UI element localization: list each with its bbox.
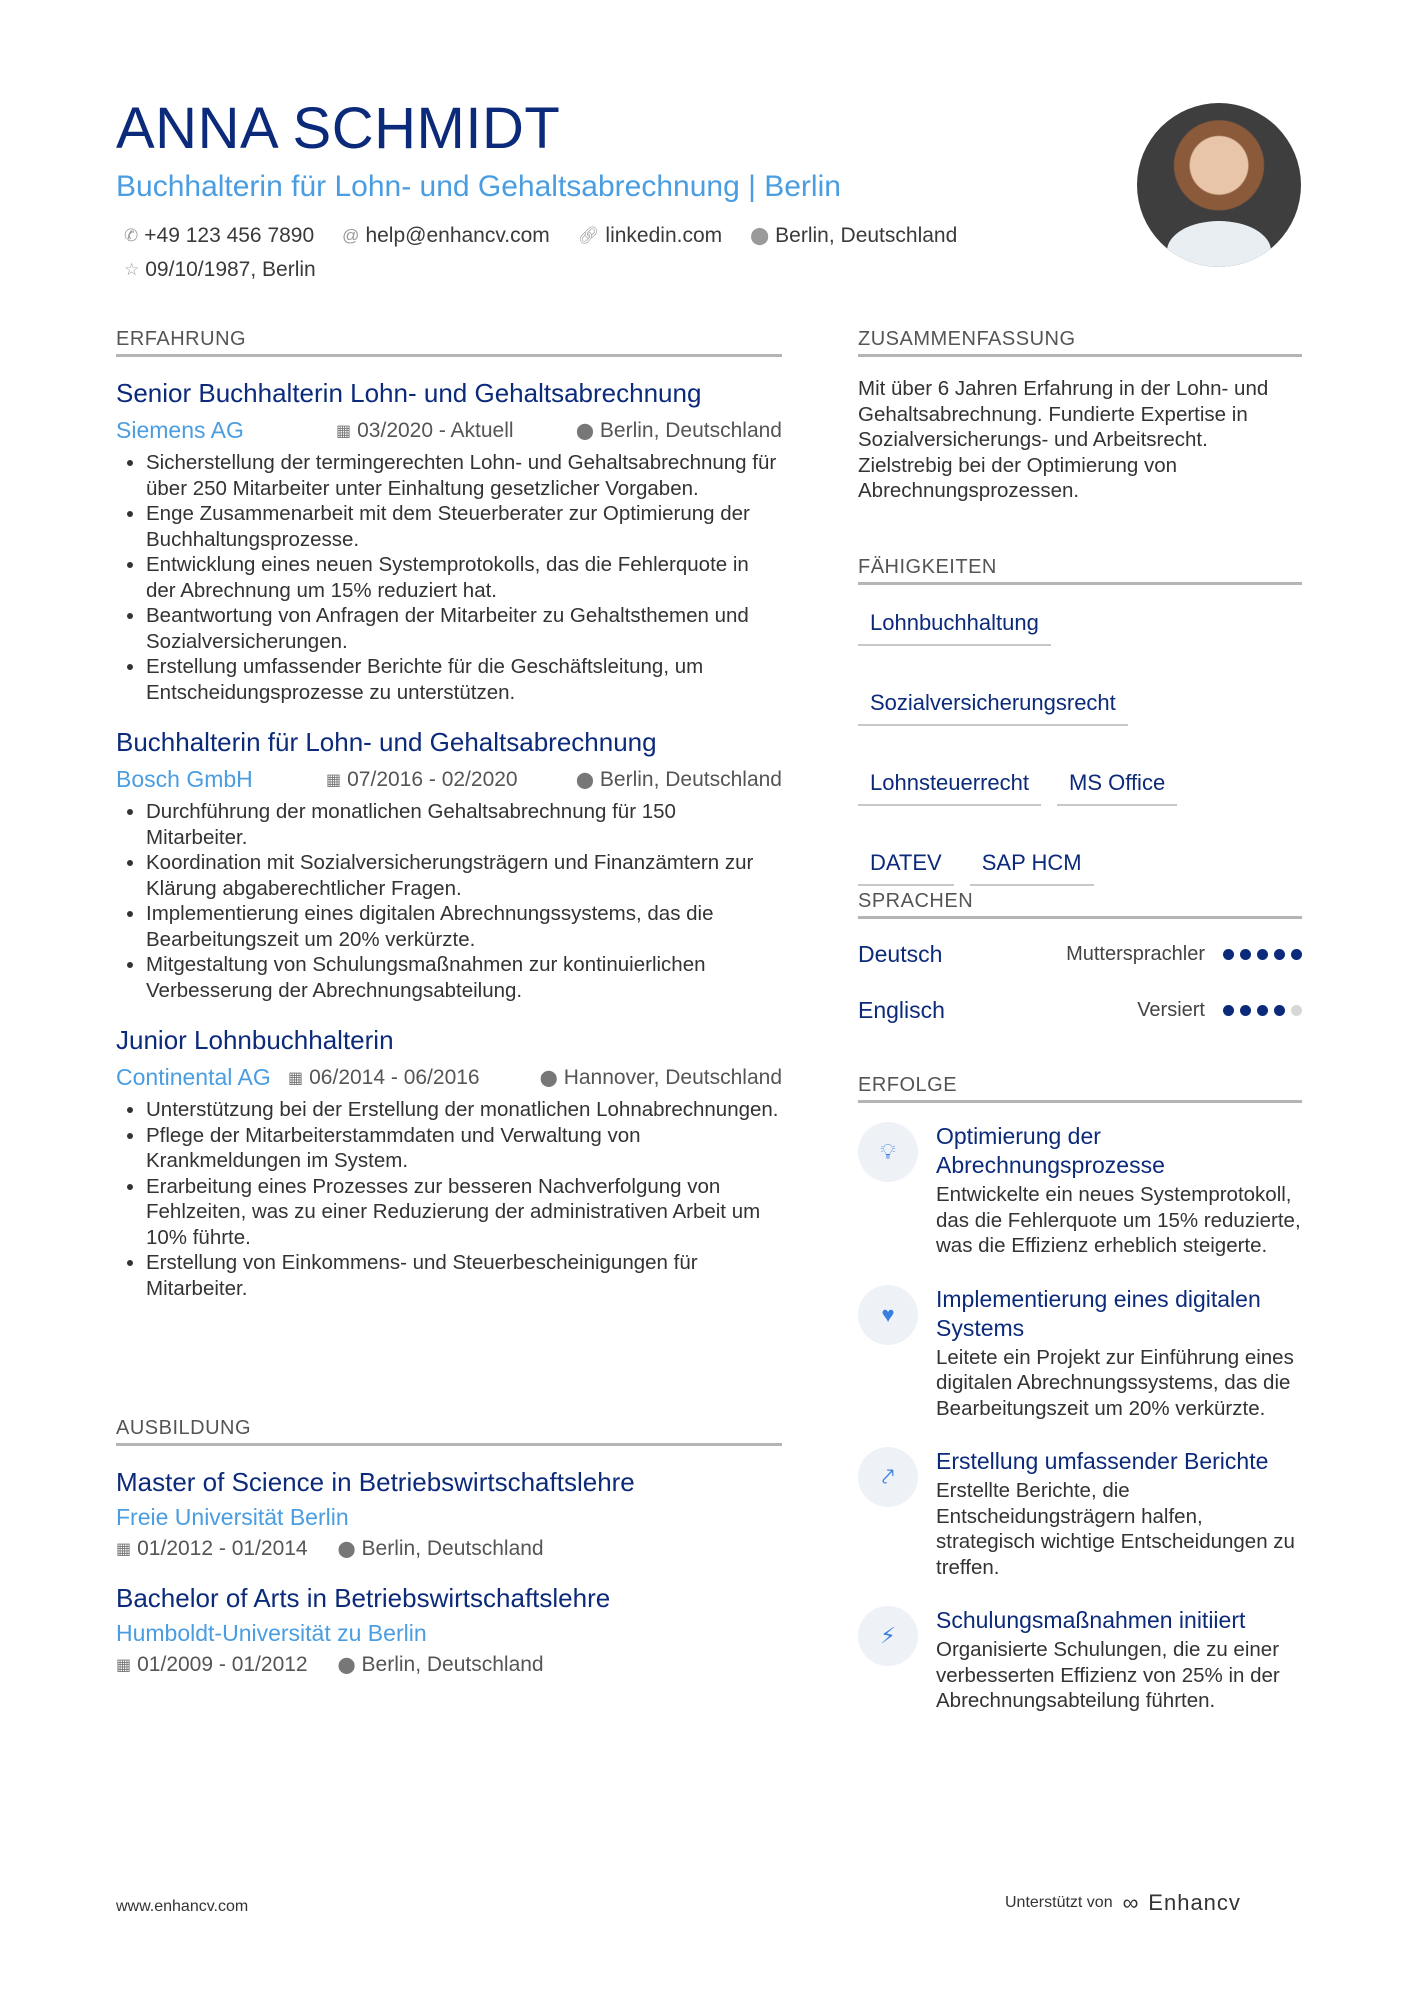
calendar-icon: ▦ [326, 771, 342, 789]
job-location: Hannover, Deutschland [563, 1065, 782, 1089]
section-title-achievements: ERFOLGE [858, 1074, 958, 1096]
section-divider [116, 1443, 782, 1446]
summary-text: Mit über 6 Jahren Erfahrung in der Lohn- und Gehaltsabrechnung. Fundierte Expertise in Sozialversicherungs- und Arbeitsrecht. Zielstrebig bei der Optimierung von Abrechnungsprozessen. [858, 377, 1269, 502]
achievement-item [858, 1285, 1302, 1422]
job-location: Berlin, Deutschland [599, 418, 782, 442]
skill-tag: Lohnsteuerrecht [858, 766, 1041, 806]
edu-dates: 01/2012 - 01/2014 [137, 1537, 308, 1560]
at-icon: @ [342, 226, 360, 245]
language-item [858, 926, 1302, 982]
bullet-item: • Unterstützung bei der Erstellung der monatlichen Lohnabrechnungen. [146, 1097, 782, 1123]
experience-item [116, 727, 782, 1003]
bullet-item: • Erstellung von Einkommens- und Steuerbescheinigungen für Mitarbeiter. [146, 1250, 782, 1301]
job-tagline: Buchhalterin für Lohn- und Gehaltsabrechnung | Berlin [116, 170, 841, 203]
skill-tag: DATEV [858, 846, 954, 886]
calendar-icon: ▦ [116, 1541, 132, 1558]
bullet-item: • Erarbeitung eines Prozesses zur besseren Nachverfolgung von Fehlzeiten, was zu einer Reduzierung der administrativen Arbeit um 10% führte. [146, 1174, 782, 1251]
skill-tag: Lohnbuchhaltung [858, 606, 1051, 646]
footer-branding [1005, 1890, 1241, 1916]
bullet-item: • Sicherstellung der termingerechten Lohn- und Gehaltsabrechnung für über 250 Mitarbeiter unter Einhaltung gesetzlicher Vorgaben. [146, 450, 782, 501]
footer-website[interactable]: www.enhancv.com [116, 1898, 249, 1915]
section-divider [858, 916, 1302, 919]
location-pin-icon: ⬤ [575, 422, 594, 440]
achievement-title: Erstellung umfassender Berichte [936, 1448, 1269, 1474]
bullet-item: • Beantwortung von Anfragen der Mitarbeiter zu Gehaltsthemen und Sozialversicherungen. [146, 603, 782, 654]
achievements-list [858, 1122, 1302, 1740]
job-dates: 03/2020 - Aktuell [357, 418, 514, 442]
achievement-title: Optimierung der Abrechnungsprozesse [936, 1123, 1165, 1178]
enhancv-logo-icon: ∞ [1122, 1890, 1139, 1915]
job-dates: 06/2014 - 06/2016 [309, 1065, 480, 1089]
achievement-text: Erstellte Berichte, die Entscheidungsträgern halfen, strategisch wichtige Entscheidungen zu treffen. [936, 1479, 1295, 1579]
proficiency-dots [1223, 949, 1302, 960]
location-text: Berlin, Deutschland [775, 224, 958, 247]
company-name: Bosch GmbH [116, 766, 253, 792]
bullet-item: • Koordination mit Sozialversicherungsträgern und Finanzämtern zur Klärung abgaberechtlicher Fragen. [146, 850, 782, 901]
location-pin-icon: ⬤ [337, 1657, 356, 1674]
bullet-item: • Erstellung umfassender Berichte für die Geschäftsleitung, um Entscheidungsprozesse zu unterstützen. [146, 654, 782, 705]
school-name: Freie Universität Berlin [116, 1504, 349, 1530]
lightbulb-icon: 💡︎ [858, 1122, 918, 1182]
skill-tag: SAP HCM [970, 846, 1094, 886]
skill-tag: MS Office [1057, 766, 1177, 806]
location-pin-icon: ⬤ [539, 1069, 558, 1087]
achievement-item [858, 1122, 1302, 1259]
section-divider [858, 582, 1302, 585]
calendar-icon: ▦ [336, 422, 352, 440]
bolt-icon: ⚡︎ [858, 1606, 918, 1666]
star-icon: ☆ [124, 260, 140, 279]
experience-item [116, 1025, 782, 1301]
brand-name: Enhancv [1148, 1890, 1241, 1915]
bullet-item: • Durchführung der monatlichen Gehaltsabrechnung für 150 Mitarbeiter. [146, 799, 782, 850]
email-link[interactable]: help@enhancv.com [365, 224, 550, 247]
degree-title: Bachelor of Arts in Betriebswirtschaftslehre [116, 1583, 611, 1613]
language-name: Englisch [858, 996, 945, 1023]
language-item [858, 982, 1302, 1038]
skills-list [858, 606, 1302, 886]
edu-dates: 01/2009 - 01/2012 [137, 1653, 308, 1676]
achievement-text: Entwickelte ein neues Systemprotokoll, das die Fehlerquote um 15% reduzierte, was die Effizienz erheblich steigerte. [936, 1183, 1301, 1257]
job-title: Junior Lohnbuchhalterin [116, 1025, 394, 1055]
achievement-text: Organisierte Schulungen, die zu einer verbesserten Effizienz von 25% in der Abrechnungsabteilung führten. [936, 1638, 1280, 1712]
bullet-item: • Entwicklung eines neuen Systemprotokolls, das die Fehlerquote in der Abrechnung um 15% reduziert hat. [146, 552, 782, 603]
link-icon: 🔗︎ [577, 226, 600, 245]
profile-photo [1137, 103, 1301, 267]
degree-title: Master of Science in Betriebswirtschaftslehre [116, 1467, 635, 1497]
linkedin-link[interactable]: linkedin.com [605, 224, 723, 247]
achievement-title: Schulungsmaßnahmen initiiert [936, 1607, 1246, 1633]
edu-location: Berlin, Deutschland [361, 1653, 544, 1676]
section-title-skills: FÄHIGKEITEN [858, 556, 997, 578]
education-list [116, 1467, 782, 1699]
proficiency-dots [1223, 1005, 1302, 1016]
section-divider [116, 354, 782, 357]
phone-text: +49 123 456 7890 [144, 224, 315, 247]
section-title-languages: SPRACHEN [858, 890, 974, 912]
education-item [116, 1467, 782, 1561]
job-title: Buchhalterin für Lohn- und Gehaltsabrechnung [116, 727, 657, 757]
section-title-summary: ZUSAMMENFASSUNG [858, 328, 1076, 350]
section-title-education: AUSBILDUNG [116, 1417, 252, 1439]
location-pin-icon: ⬤ [575, 771, 594, 789]
achievement-item [858, 1606, 1302, 1714]
edu-location: Berlin, Deutschland [361, 1537, 544, 1560]
bullet-item: • Pflege der Mitarbeiterstammdaten und Verwaltung von Krankmeldungen im System. [146, 1123, 782, 1174]
powered-by-text: Unterstützt von [1005, 1894, 1113, 1911]
location-pin-icon: ⬤ [337, 1541, 356, 1558]
experience-item [116, 378, 782, 705]
language-level: Muttersprachler [1066, 942, 1205, 965]
job-title: Senior Buchhalterin Lohn- und Gehaltsabrechnung [116, 378, 702, 408]
language-level: Versiert [1137, 998, 1205, 1021]
location-pin-icon: ⬤ [750, 226, 770, 245]
heart-icon: ♥ [858, 1285, 918, 1345]
achievement-title: Implementierung eines digitalen Systems [936, 1285, 1261, 1341]
company-name: Continental AG [116, 1064, 271, 1090]
contact-info [124, 224, 1064, 292]
experience-list [116, 378, 782, 1323]
section-divider [858, 1100, 1302, 1103]
bullet-item: • Implementierung eines digitalen Abrechnungssystems, das die Bearbeitungszeit um 20% verkürzte. [146, 901, 782, 952]
skill-tag: Sozialversicherungsrecht [858, 686, 1128, 726]
company-name: Siemens AG [116, 417, 244, 443]
section-divider [858, 354, 1302, 357]
languages-list [858, 926, 1302, 1038]
job-location: Berlin, Deutschland [599, 767, 782, 791]
calendar-icon: ▦ [116, 1657, 132, 1674]
school-name: Humboldt-Universität zu Berlin [116, 1620, 427, 1646]
person-name: ANNA SCHMIDT [116, 96, 561, 161]
bullet-item: • Enge Zusammenarbeit mit dem Steuerberater zur Optimierung der Buchhaltungsprozesse. [146, 501, 782, 552]
birth-text: 09/10/1987, Berlin [145, 258, 316, 281]
section-title-experience: ERFAHRUNG [116, 328, 247, 350]
calendar-icon: ▦ [288, 1069, 304, 1087]
education-item [116, 1583, 782, 1677]
job-dates: 07/2016 - 02/2020 [347, 767, 518, 791]
phone-icon: ✆ [124, 226, 139, 245]
wand-icon: ⤤ [858, 1447, 918, 1507]
achievement-item [858, 1447, 1302, 1580]
bullet-item: • Mitgestaltung von Schulungsmaßnahmen zur kontinuierlichen Verbesserung der Abrechnungsabteilung. [146, 952, 782, 1003]
achievement-text: Leitete ein Projekt zur Einführung eines digitalen Abrechnungssystems, das die Bearbeitungszeit um 20% verkürzte. [936, 1345, 1294, 1420]
language-name: Deutsch [858, 940, 943, 967]
